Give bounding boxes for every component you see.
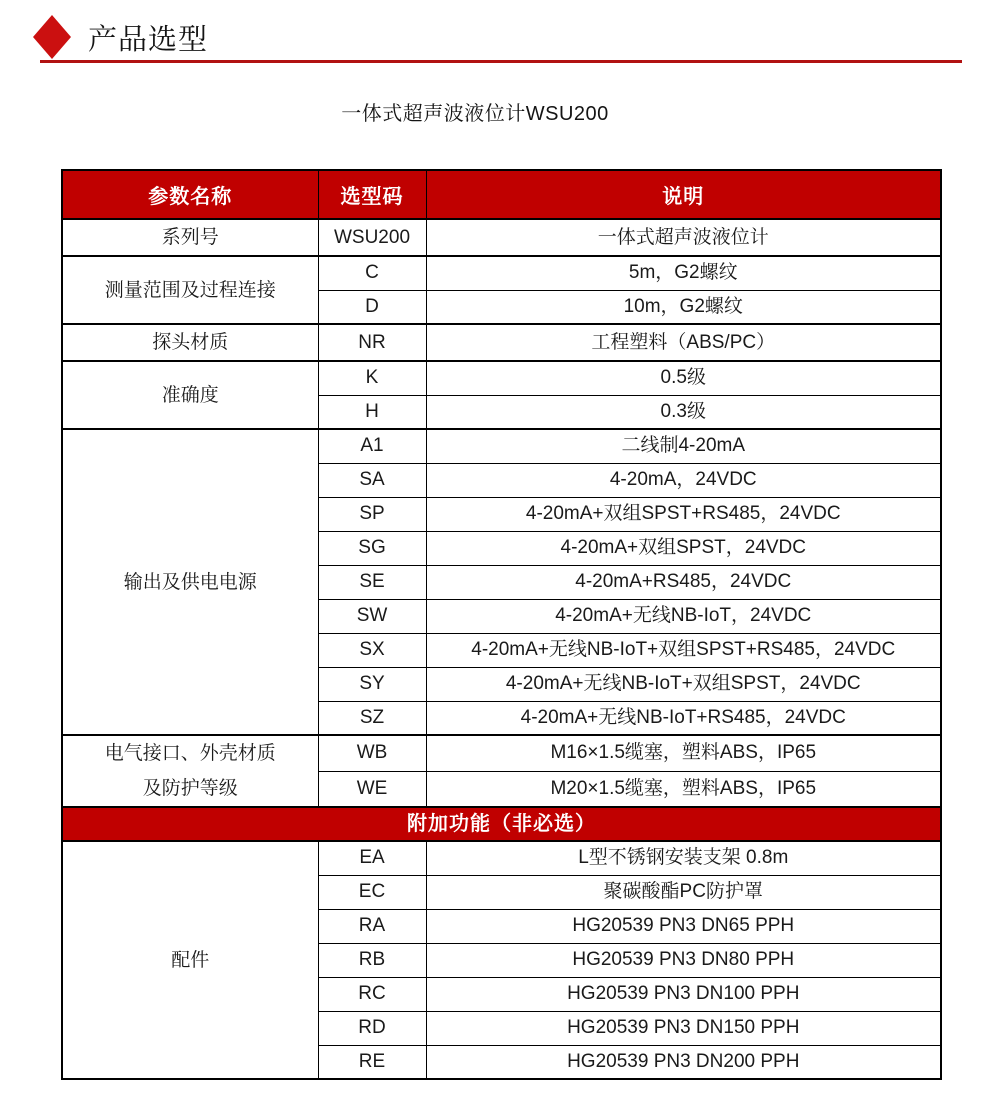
- desc-cell: M20×1.5缆塞，塑料ABS，IP65: [426, 771, 941, 807]
- desc-cell: HG20539 PN3 DN100 PPH: [426, 977, 941, 1011]
- code-cell: RC: [318, 977, 426, 1011]
- table-row: [62, 219, 941, 256]
- code-cell: A1: [318, 429, 426, 463]
- selection-table-body: [62, 219, 941, 1079]
- table-header-row: [62, 170, 941, 219]
- desc-cell: HG20539 PN3 DN200 PPH: [426, 1045, 941, 1079]
- desc-cell: 4-20mA+双组SPST，24VDC: [426, 531, 941, 565]
- desc-cell: 聚碳酸酯PC防护罩: [426, 875, 941, 909]
- param-cell: 系列号: [62, 219, 318, 256]
- desc-cell: 工程塑料（ABS/PC）: [426, 324, 941, 361]
- code-cell: SE: [318, 565, 426, 599]
- desc-cell: HG20539 PN3 DN150 PPH: [426, 1011, 941, 1045]
- desc-cell: 5m，G2螺纹: [426, 256, 941, 290]
- desc-cell: 4-20mA+RS485，24VDC: [426, 565, 941, 599]
- desc-cell: 二线制4-20mA: [426, 429, 941, 463]
- diamond-icon: [32, 14, 72, 60]
- code-cell: SX: [318, 633, 426, 667]
- code-cell: H: [318, 395, 426, 429]
- table-row: [62, 429, 941, 463]
- table-row: [62, 841, 941, 875]
- desc-cell: 4-20mA+无线NB-IoT+双组SPST+RS485，24VDC: [426, 633, 941, 667]
- header-param: 参数名称: [62, 170, 318, 219]
- code-cell: RD: [318, 1011, 426, 1045]
- section-header: [0, 0, 1000, 60]
- param-cell: 电气接口、外壳材质及防护等级: [62, 735, 318, 807]
- code-cell: SG: [318, 531, 426, 565]
- header-code: 选型码: [318, 170, 426, 219]
- section-rule: [40, 60, 962, 63]
- code-cell: SY: [318, 667, 426, 701]
- code-cell: RE: [318, 1045, 426, 1079]
- code-cell: RA: [318, 909, 426, 943]
- param-cell: 测量范围及过程连接: [62, 256, 318, 324]
- desc-cell: 4-20mA+无线NB-IoT+RS485，24VDC: [426, 701, 941, 735]
- code-cell: EC: [318, 875, 426, 909]
- code-cell: D: [318, 290, 426, 324]
- code-cell: WB: [318, 735, 426, 771]
- code-cell: SZ: [318, 701, 426, 735]
- desc-cell: 0.3级: [426, 395, 941, 429]
- table-row: [62, 735, 941, 771]
- code-cell: NR: [318, 324, 426, 361]
- param-cell: 探头材质: [62, 324, 318, 361]
- code-cell: RB: [318, 943, 426, 977]
- code-cell: C: [318, 256, 426, 290]
- table-row: [62, 256, 941, 290]
- desc-cell: 一体式超声波液位计: [426, 219, 941, 256]
- desc-cell: 4-20mA+无线NB-IoT+双组SPST，24VDC: [426, 667, 941, 701]
- code-cell: EA: [318, 841, 426, 875]
- table-title: 一体式超声波液位计WSU200: [341, 103, 609, 125]
- desc-cell: 0.5级: [426, 361, 941, 395]
- param-cell: 输出及供电电源: [62, 429, 318, 735]
- code-cell: SW: [318, 599, 426, 633]
- desc-cell: 4-20mA+无线NB-IoT，24VDC: [426, 599, 941, 633]
- code-cell: WE: [318, 771, 426, 807]
- desc-cell: L型不锈钢安装支架 0.8m: [426, 841, 941, 875]
- table-row: [62, 324, 941, 361]
- page-title: 产品选型: [88, 23, 209, 56]
- desc-cell: HG20539 PN3 DN65 PPH: [426, 909, 941, 943]
- table-row: [62, 361, 941, 395]
- product-selection-table: [61, 169, 942, 1080]
- header-desc: 说明: [426, 170, 941, 219]
- desc-cell: M16×1.5缆塞，塑料ABS，IP65: [426, 735, 941, 771]
- code-cell: SA: [318, 463, 426, 497]
- band-row: [62, 807, 941, 841]
- desc-cell: 4-20mA+双组SPST+RS485，24VDC: [426, 497, 941, 531]
- param-cell: 准确度: [62, 361, 318, 429]
- desc-cell: HG20539 PN3 DN80 PPH: [426, 943, 941, 977]
- code-cell: K: [318, 361, 426, 395]
- band-cell: 附加功能（非必选）: [62, 807, 941, 841]
- desc-cell: 10m，G2螺纹: [426, 290, 941, 324]
- param-cell: 配件: [62, 841, 318, 1079]
- desc-cell: 4-20mA，24VDC: [426, 463, 941, 497]
- code-cell: WSU200: [318, 219, 426, 256]
- code-cell: SP: [318, 497, 426, 531]
